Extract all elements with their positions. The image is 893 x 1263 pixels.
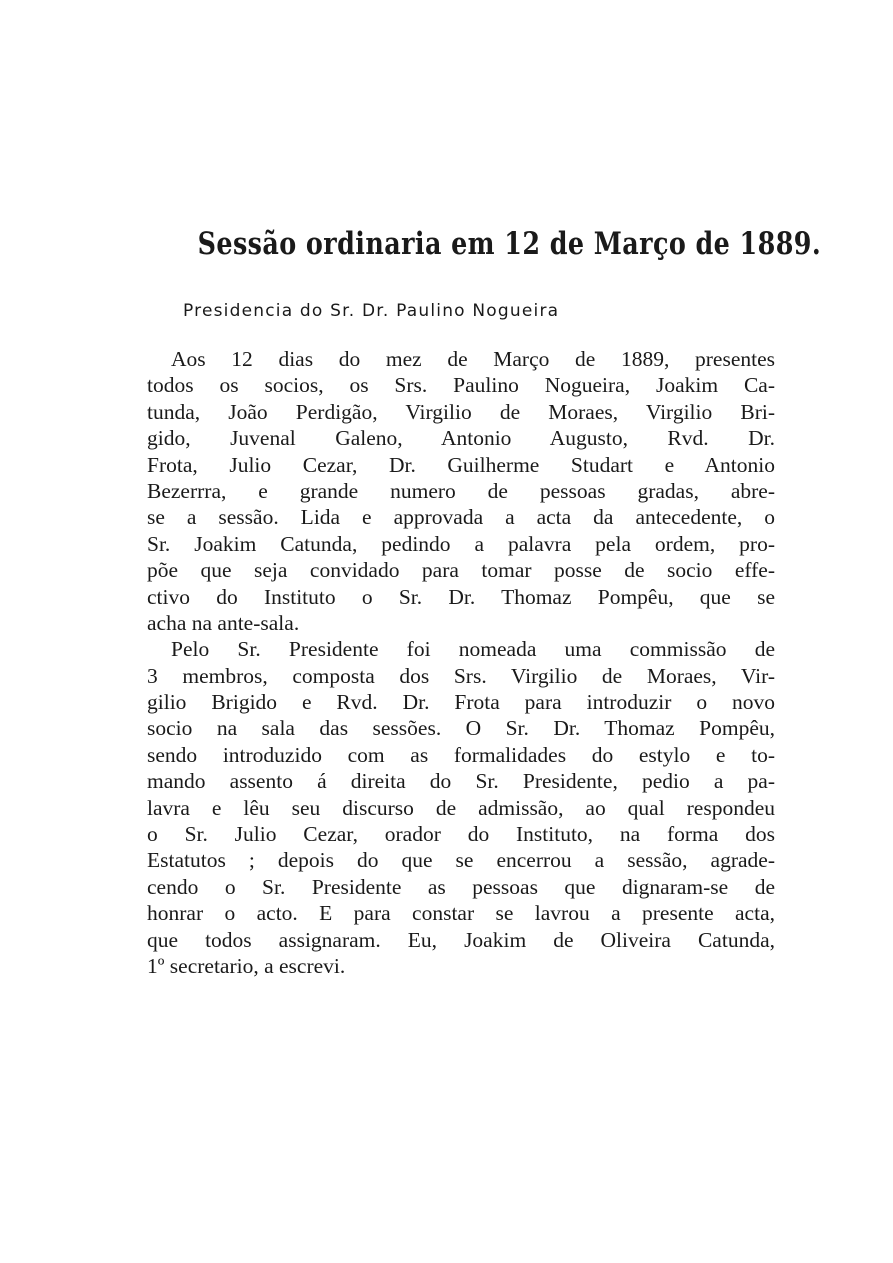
text-line: o Sr. Julio Cezar, orador do Instituto, na forma dos [147,822,775,847]
text-line: que todos assignaram. Eu, Joakim de Oliveira Catunda, [147,927,775,952]
text-line: honrar o acto. E para constar se lavrou a presente acta, [147,901,775,926]
text-line: acha na ante-sala. [147,610,300,635]
text-line: todos os socios, os Srs. Paulino Nogueira, Joakim Ca- [147,373,775,398]
text-line: gilio Brigido e Rvd. Dr. Frota para introduzir o novo [147,690,775,715]
text-line: gido, Juvenal Galeno, Antonio Augusto, Rvd. Dr. [147,426,775,451]
text-line: Pelo Sr. Presidente foi nomeada uma commissão de [171,637,775,662]
text-line: tunda, João Perdigão, Virgilio de Moraes, Virgilio Bri- [147,399,775,424]
text-line: Aos 12 dias do mez de Março de 1889, presentes [171,347,775,371]
minutes-body [147,346,775,979]
text-line: 1º secretario, a escrevi. [147,953,346,978]
presidency-subtitle: Presidencia do Sr. Dr. Paulino Nogueira [183,301,560,321]
text-line: Bezerrra, e grande numero de pessoas gradas, abre- [147,478,775,503]
text-line: Estatutos ; depois do que se encerrou a sessão, agrade- [147,848,775,873]
text-line: cendo o Sr. Presidente as pessoas que dignaram-se de [147,874,775,899]
text-line: põe que seja convidado para tomar posse de socio effe- [147,558,775,583]
text-line: Frota, Julio Cezar, Dr. Guilherme Studart e Antonio [147,452,775,477]
text-line: ctivo do Instituto o Sr. Dr. Thomaz Pompêu, que se [147,584,775,609]
text-line: mando assento á direita do Sr. Presidente, pedio a pa- [147,769,775,794]
text-line: Sr. Joakim Catunda, pedindo a palavra pela ordem, pro- [147,531,775,556]
text-line: se a sessão. Lida e approvada a acta da antecedente, o [147,505,775,530]
text-line: socio na sala das sessões. O Sr. Dr. Thomaz Pompêu, [147,716,775,741]
text-line: sendo introduzido com as formalidades do estylo e to- [147,742,775,767]
text-line: lavra e lêu seu discurso de admissão, ao qual respondeu [147,795,775,820]
text-line: 3 membros, composta dos Srs. Virgilio de Moraes, Vir- [147,663,775,688]
page-title: Sessão ordinaria em 12 de Março de 1889. [197,226,822,262]
